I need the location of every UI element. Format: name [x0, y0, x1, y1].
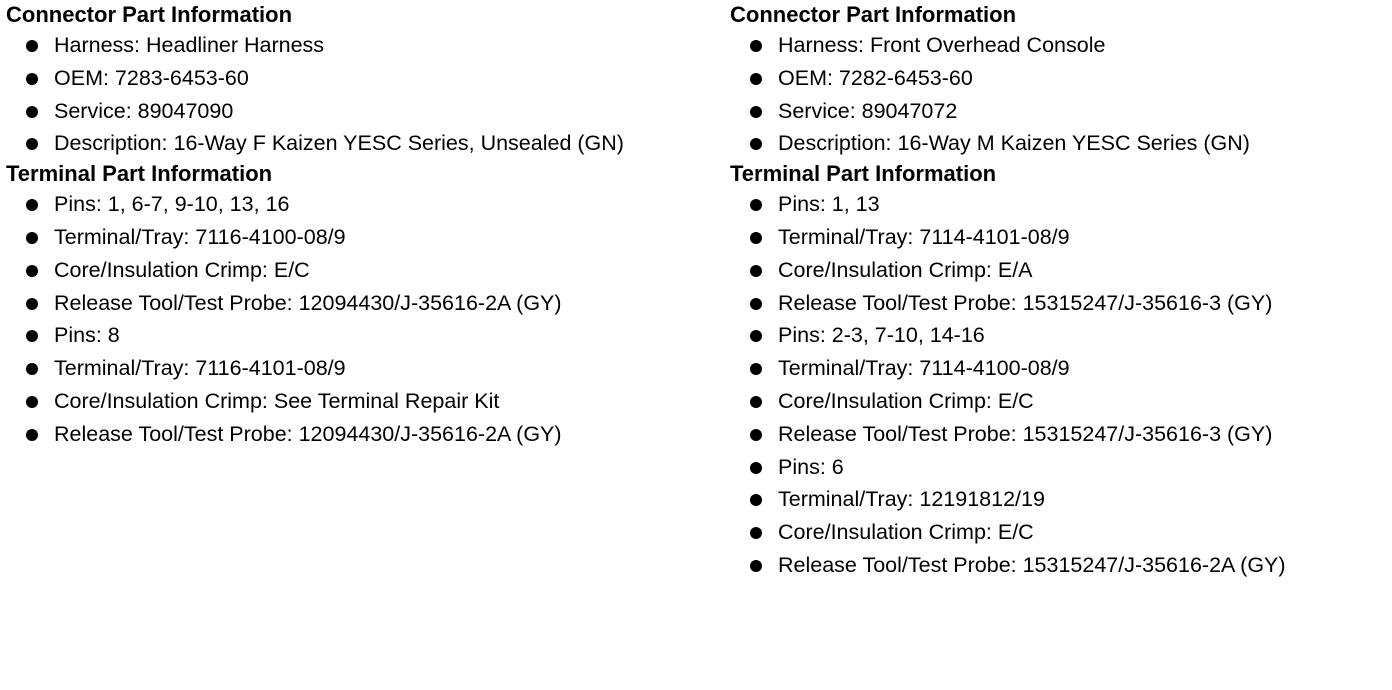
- bullet-icon: [750, 363, 762, 375]
- bullet-icon: [750, 330, 762, 342]
- bullet-icon: [750, 298, 762, 310]
- list-item: [730, 127, 1390, 160]
- list-item: [730, 483, 1390, 516]
- crimp-text: Core/Insulation Crimp: E/C: [778, 520, 1034, 545]
- bullet-icon: [750, 40, 762, 52]
- bullet-icon: [26, 330, 38, 342]
- right-connector-column: [730, 0, 1390, 582]
- pins-text: Pins: 6: [778, 454, 844, 479]
- release-tool-text: Release Tool/Test Probe: 15315247/J-35616-3 (GY): [778, 290, 1273, 315]
- bullet-icon: [26, 138, 38, 150]
- bullet-icon: [26, 429, 38, 441]
- bullet-icon: [26, 199, 38, 211]
- list-item: [6, 221, 726, 254]
- bullet-icon: [750, 396, 762, 408]
- bullet-icon: [750, 232, 762, 244]
- list-item: [6, 418, 726, 451]
- release-tool-text: Release Tool/Test Probe: 12094430/J-35616-2A (GY): [54, 421, 562, 446]
- service-text: Service: 89047072: [778, 98, 958, 123]
- bullet-icon: [26, 396, 38, 408]
- terminal-tray-text: Terminal/Tray: 7114-4101-08/9: [778, 224, 1070, 249]
- list-item: [730, 287, 1390, 320]
- bullet-icon: [750, 527, 762, 539]
- connector-part-information-heading: Connector Part Information: [730, 2, 1017, 27]
- bullet-icon: [26, 73, 38, 85]
- list-item: [730, 254, 1390, 287]
- bullet-icon: [750, 73, 762, 85]
- list-item: [6, 352, 726, 385]
- list-item: [730, 352, 1390, 385]
- bullet-icon: [26, 298, 38, 310]
- bullet-icon: [750, 429, 762, 441]
- release-tool-text: Release Tool/Test Probe: 12094430/J-35616-2A (GY): [54, 290, 562, 315]
- service-text: Service: 89047090: [54, 98, 234, 123]
- list-item: [6, 254, 726, 287]
- list-item: [6, 188, 726, 221]
- harness-text: Harness: Headliner Harness: [54, 33, 325, 57]
- left-connector-column: [6, 0, 726, 451]
- pins-text: Pins: 8: [54, 323, 120, 348]
- list-item: [6, 62, 726, 95]
- terminal-tray-text: Terminal/Tray: 12191812/19: [778, 487, 1045, 512]
- terminal-group-list: [730, 451, 1390, 582]
- list-item: [730, 29, 1390, 62]
- bullet-icon: [26, 363, 38, 375]
- bullet-icon: [750, 494, 762, 506]
- oem-text: OEM: 7282-6453-60: [778, 65, 973, 90]
- release-tool-text: Release Tool/Test Probe: 15315247/J-35616-3 (GY): [778, 421, 1273, 446]
- crimp-text: Core/Insulation Crimp: E/C: [778, 388, 1034, 413]
- list-item: [6, 385, 726, 418]
- terminal-group-list: [6, 319, 726, 450]
- bullet-icon: [26, 265, 38, 277]
- terminal-group-list: [6, 188, 726, 319]
- list-item: [730, 549, 1390, 582]
- list-item: [730, 516, 1390, 549]
- bullet-icon: [750, 138, 762, 150]
- terminal-tray-text: Terminal/Tray: 7114-4100-08/9: [778, 356, 1070, 381]
- crimp-text: Core/Insulation Crimp: See Terminal Repair Kit: [54, 388, 500, 413]
- list-item: [730, 319, 1390, 352]
- list-item: [730, 451, 1390, 484]
- terminal-tray-text: Terminal/Tray: 7116-4101-08/9: [54, 356, 346, 381]
- list-item: [730, 62, 1390, 95]
- terminal-part-information-heading: Terminal Part Information: [730, 161, 997, 187]
- list-item: [6, 95, 726, 128]
- bullet-icon: [750, 265, 762, 277]
- bullet-icon: [750, 106, 762, 118]
- bullet-icon: [750, 199, 762, 211]
- bullet-icon: [750, 560, 762, 572]
- list-item: [6, 29, 726, 62]
- list-item: [730, 188, 1390, 221]
- list-item: [6, 287, 726, 320]
- list-item: [730, 418, 1390, 451]
- connector-part-information-heading: Connector Part Information: [6, 2, 293, 27]
- oem-text: OEM: 7283-6453-60: [54, 65, 249, 90]
- connector-info-list: [730, 29, 1390, 160]
- list-item: [6, 319, 726, 352]
- terminal-tray-text: Terminal/Tray: 7116-4100-08/9: [54, 224, 346, 249]
- crimp-text: Core/Insulation Crimp: E/A: [778, 257, 1033, 282]
- pins-text: Pins: 1, 13: [778, 192, 880, 217]
- list-item: [730, 221, 1390, 254]
- bullet-icon: [750, 462, 762, 474]
- list-item: [730, 385, 1390, 418]
- terminal-part-information-heading: Terminal Part Information: [6, 161, 273, 187]
- terminal-group-list: [730, 319, 1390, 450]
- release-tool-text: Release Tool/Test Probe: 15315247/J-35616-2A (GY): [778, 552, 1286, 577]
- list-item: [730, 95, 1390, 128]
- terminal-group-list: [730, 188, 1390, 319]
- bullet-icon: [26, 106, 38, 118]
- pins-text: Pins: 2-3, 7-10, 14-16: [778, 323, 985, 348]
- crimp-text: Core/Insulation Crimp: E/C: [54, 257, 310, 282]
- description-text: Description: 16-Way F Kaizen YESC Series, Unsealed (GN): [54, 131, 624, 156]
- connector-info-list: [6, 29, 726, 160]
- bullet-icon: [26, 232, 38, 244]
- pins-text: Pins: 1, 6-7, 9-10, 13, 16: [54, 192, 290, 217]
- list-item: [6, 127, 726, 160]
- harness-text: Harness: Front Overhead Console: [778, 33, 1106, 57]
- bullet-icon: [26, 40, 38, 52]
- description-text: Description: 16-Way M Kaizen YESC Series (GN): [778, 131, 1250, 156]
